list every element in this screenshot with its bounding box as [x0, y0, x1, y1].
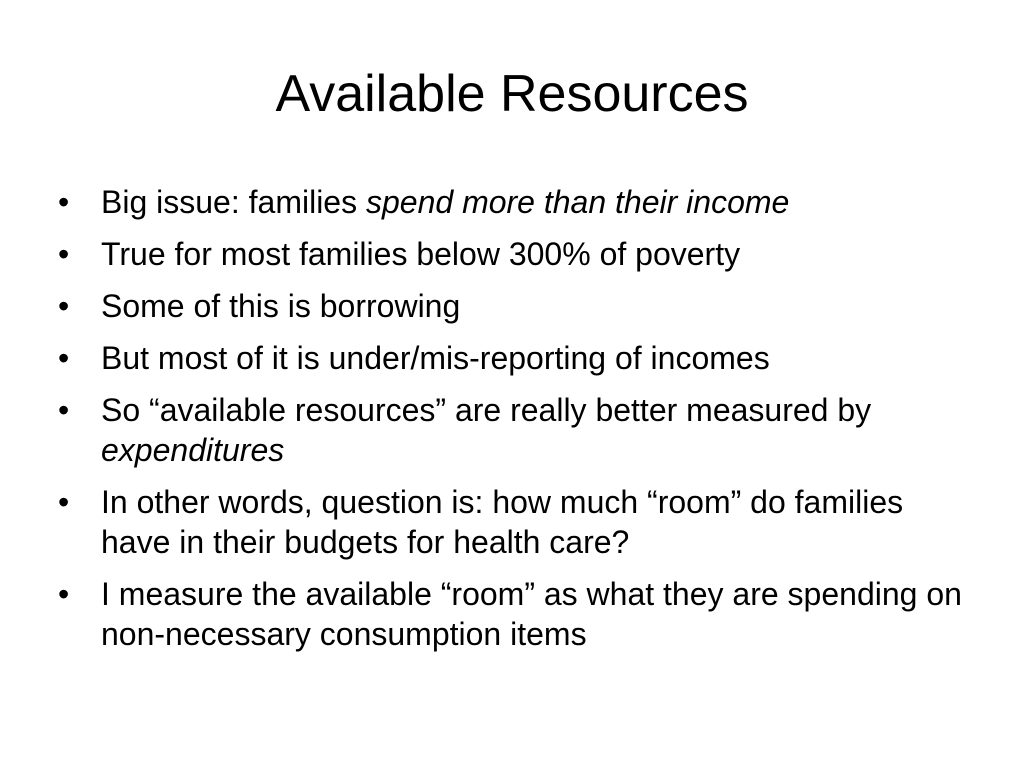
bullet-text	[101, 576, 962, 652]
bullet-text-plain: I measure the available “room” as what they are spending on non-necessary consumption items	[101, 576, 962, 652]
list-item	[58, 286, 978, 326]
bullet-text	[101, 236, 740, 272]
bullet-icon: •	[58, 392, 70, 428]
bullet-icon: •	[58, 340, 70, 376]
bullet-list	[58, 182, 978, 666]
bullet-text	[101, 288, 460, 324]
bullet-icon: •	[58, 288, 70, 324]
bullet-text-emphasis: expenditures	[101, 432, 285, 468]
bullet-icon: •	[58, 576, 70, 612]
bullet-text-emphasis: spend more than their income	[365, 184, 790, 220]
bullet-text-plain: But most of it is under/mis-reporting of incomes	[101, 340, 770, 376]
list-item	[58, 234, 978, 274]
list-item	[58, 574, 978, 654]
list-item	[58, 390, 978, 470]
list-item	[58, 338, 978, 378]
bullet-text-plain: Some of this is borrowing	[101, 288, 461, 324]
bullet-text	[101, 484, 903, 560]
bullet-text-plain: Big issue: families	[101, 184, 366, 220]
bullet-icon: •	[58, 484, 70, 520]
bullet-icon: •	[58, 236, 70, 272]
list-item	[58, 482, 978, 562]
bullet-text-plain: True for most families below 300% of poverty	[101, 236, 741, 272]
bullet-text	[101, 184, 789, 220]
bullet-icon: •	[58, 184, 70, 220]
bullet-text	[101, 340, 770, 376]
bullet-text-plain: In other words, question is: how much “room” do families have in their budgets for health care?	[101, 484, 904, 560]
bullet-text-plain: So “available resources” are really better measured by	[101, 392, 872, 428]
slide-title: Available Resources	[275, 65, 749, 123]
list-item	[58, 182, 978, 222]
bullet-text	[101, 392, 871, 468]
